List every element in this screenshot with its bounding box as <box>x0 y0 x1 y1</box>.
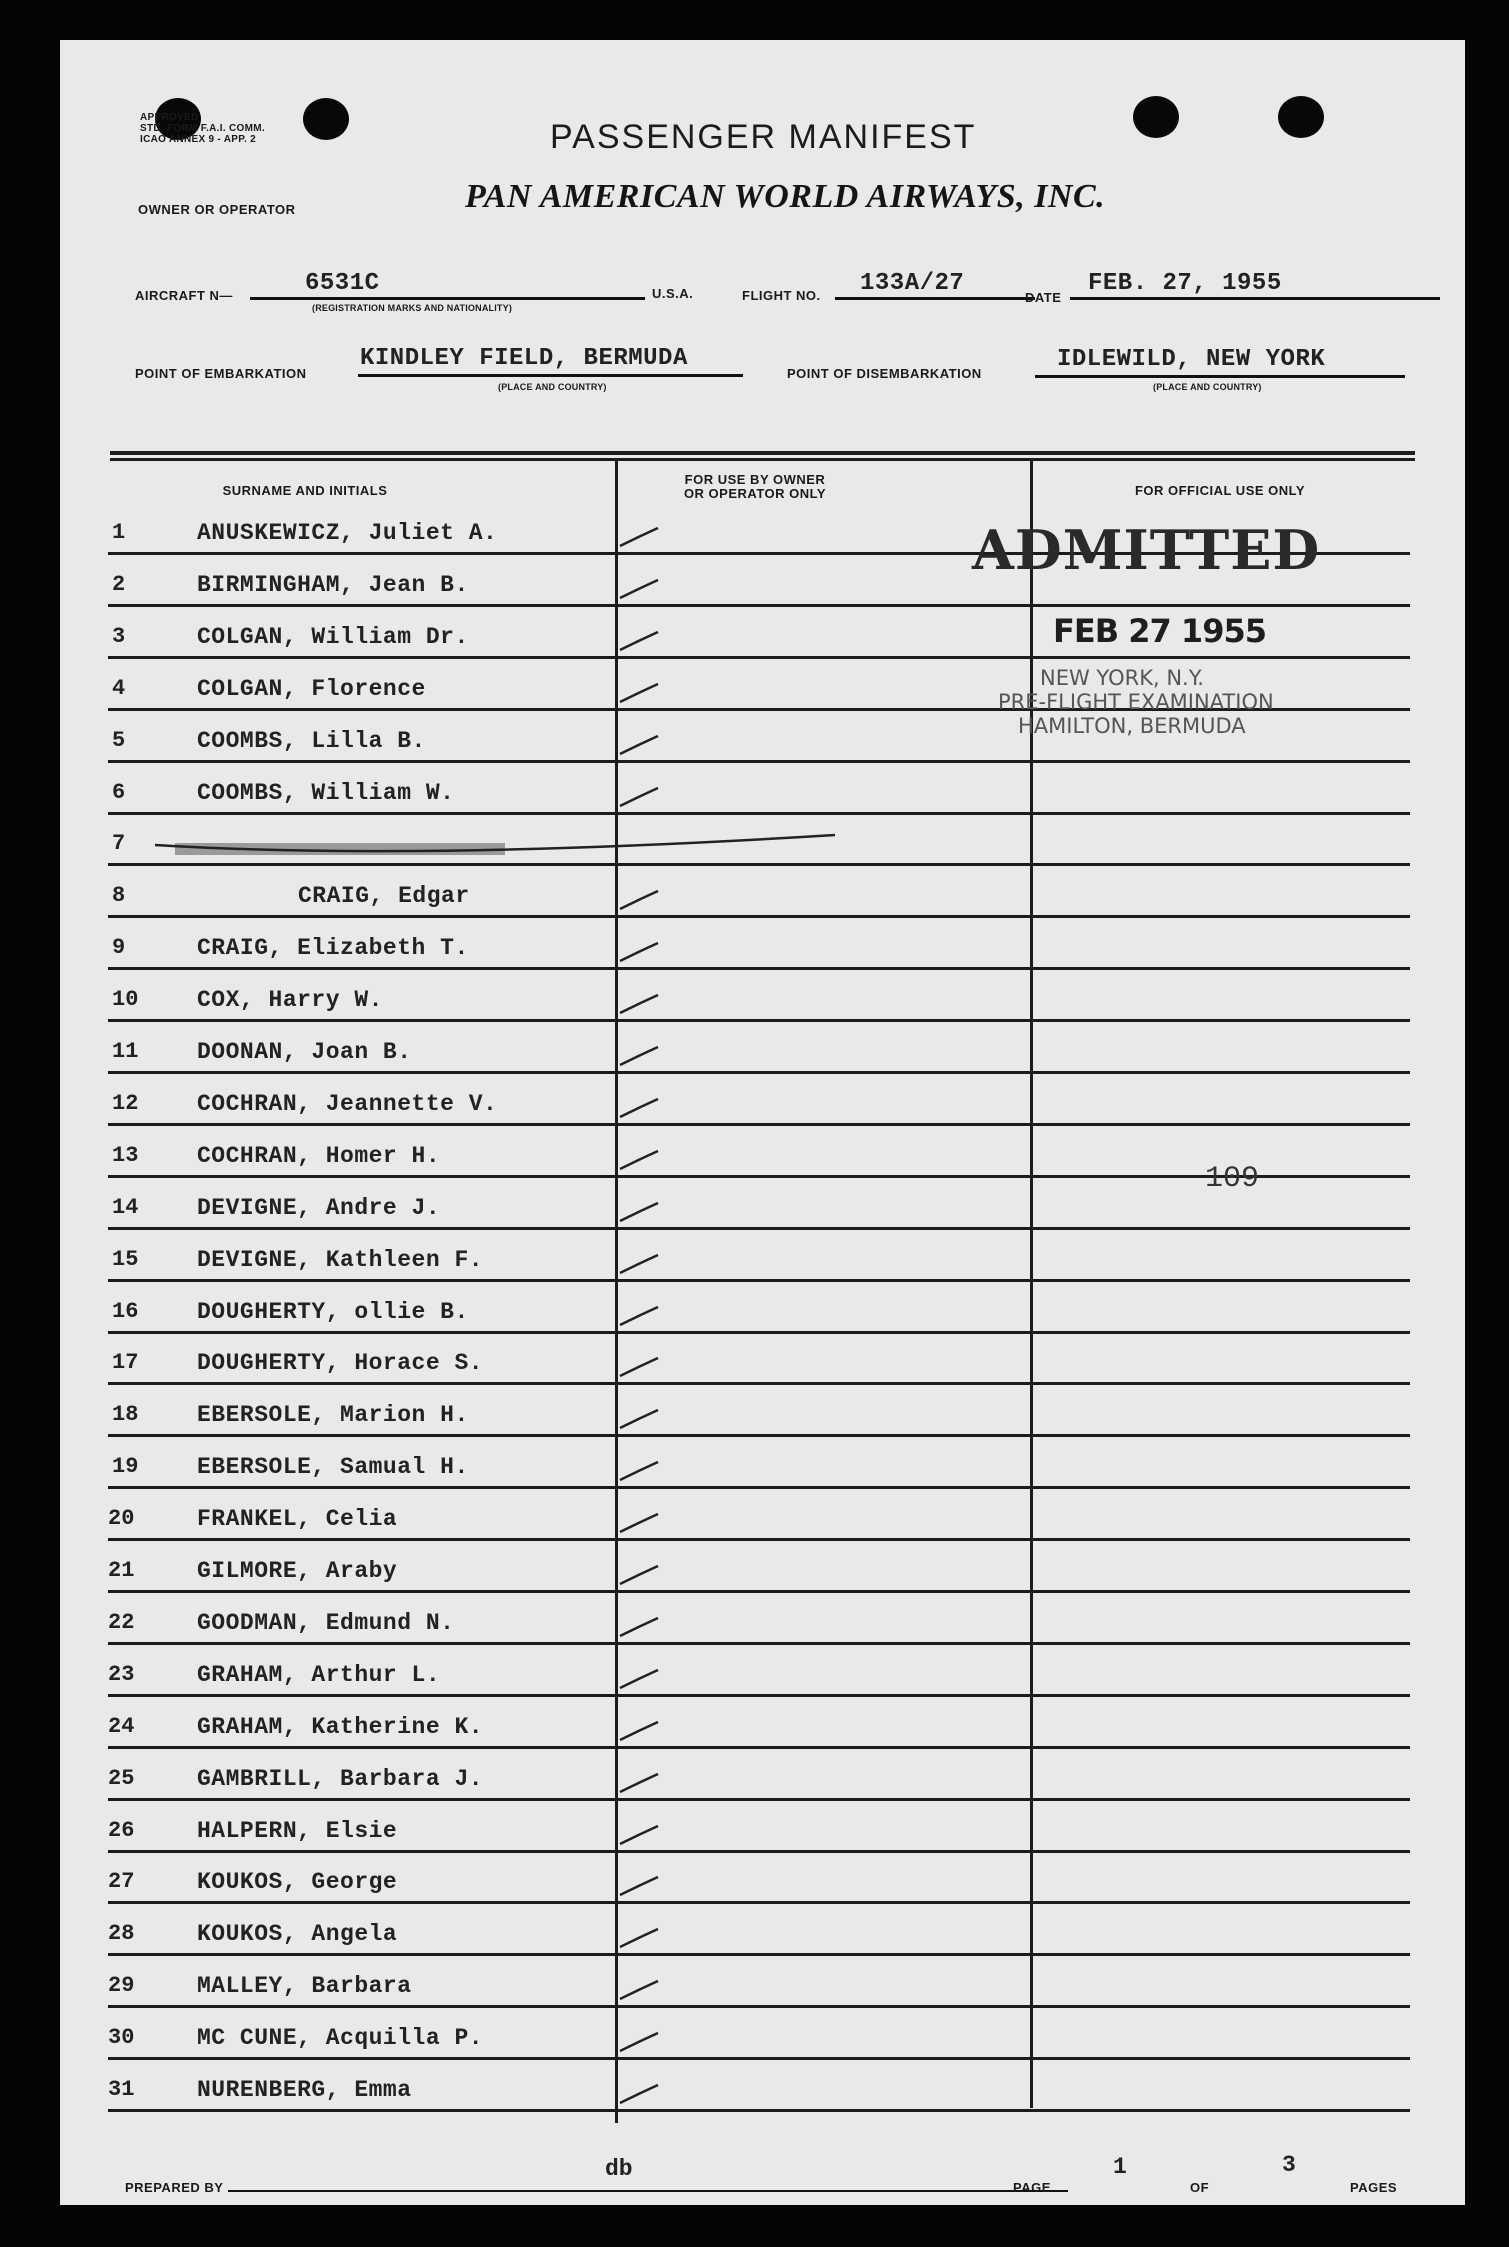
disembarkation-sublabel: (PLACE AND COUNTRY) <box>1153 382 1262 392</box>
passenger-name: GRAHAM, Arthur L. <box>197 1662 441 1688</box>
passenger-name: GILMORE, Araby <box>197 1558 398 1584</box>
row-rule <box>108 1279 1410 1282</box>
row-number: 18 <box>112 1402 139 1427</box>
passenger-name: EBERSOLE, Marion H. <box>197 1402 469 1428</box>
row-number: 9 <box>112 935 126 960</box>
check-mark-icon <box>618 1253 660 1275</box>
row-number: 5 <box>112 728 126 753</box>
aircraft-label: AIRCRAFT N— <box>135 288 233 303</box>
check-mark-icon <box>618 889 660 911</box>
row-number: 26 <box>108 1818 135 1843</box>
stamp-examination-line: PRE-FLIGHT EXAMINATION <box>998 690 1274 714</box>
passenger-name: COCHRAN, Homer H. <box>197 1143 441 1169</box>
page-label: PAGE <box>1013 2180 1051 2195</box>
check-mark-icon <box>618 1616 660 1638</box>
passenger-name: MC CUNE, Acquilla P. <box>197 2025 484 2051</box>
check-mark-icon <box>618 1564 660 1586</box>
owner-label: OWNER OR OPERATOR <box>138 202 296 217</box>
check-mark-icon <box>618 734 660 756</box>
aircraft-underline <box>250 297 645 300</box>
row-number: 16 <box>112 1299 139 1324</box>
passenger-name: HALPERN, Elsie <box>197 1818 398 1844</box>
row-rule <box>108 1538 1410 1541</box>
aircraft-value: 6531C <box>305 270 380 297</box>
row-rule <box>108 2005 1410 2008</box>
row-rule <box>108 2057 1410 2060</box>
passenger-name: ANUSKEWICZ, Juliet A. <box>197 520 498 546</box>
row-rule <box>108 1850 1410 1853</box>
check-mark-icon <box>618 1149 660 1171</box>
row-rule <box>108 656 1410 659</box>
date-value: FEB. 27, 1955 <box>1088 270 1282 297</box>
punch-hole <box>1278 96 1324 138</box>
row-number: 28 <box>108 1921 135 1946</box>
passenger-name: DEVIGNE, Kathleen F. <box>197 1247 484 1273</box>
row-rule <box>108 1642 1410 1645</box>
row-rule <box>108 1331 1410 1334</box>
aircraft-sublabel: (REGISTRATION MARKS AND NATIONALITY) <box>312 303 513 313</box>
row-rule <box>108 1486 1410 1489</box>
row-number: 30 <box>108 2025 135 2050</box>
embarkation-value: KINDLEY FIELD, BERMUDA <box>360 345 688 372</box>
admitted-stamp: ADMITTED <box>972 518 1321 582</box>
embarkation-label: POINT OF EMBARKATION <box>135 366 307 381</box>
passenger-name: DEVIGNE, Andre J. <box>197 1195 441 1221</box>
table-top-rule <box>110 451 1415 455</box>
flight-underline <box>835 297 1035 300</box>
punch-hole <box>1133 96 1179 138</box>
row-number: 24 <box>108 1714 135 1739</box>
prepared-by-label: PREPARED BY <box>125 2180 224 2195</box>
usa-label: U.S.A. <box>652 286 694 301</box>
row-number: 29 <box>108 1973 135 1998</box>
row-number: 13 <box>112 1143 139 1168</box>
row-rule <box>108 1746 1410 1749</box>
row-rule <box>108 1071 1410 1074</box>
passenger-name: CRAIG, Edgar <box>298 883 470 909</box>
passenger-name: COLGAN, Florence <box>197 676 426 702</box>
passenger-name: DOUGHERTY, ollie B. <box>197 1299 469 1325</box>
page-value: 1 <box>1113 2154 1127 2180</box>
passenger-name: MALLEY, Barbara <box>197 1973 412 1999</box>
page-number-mark: 109 <box>1205 1162 1260 1196</box>
passenger-name: COCHRAN, Jeannette V. <box>197 1091 498 1117</box>
row-number: 6 <box>112 780 126 805</box>
row-rule <box>108 812 1410 815</box>
date-underline <box>1070 297 1440 300</box>
check-mark-icon <box>618 1408 660 1430</box>
check-mark-icon <box>618 1875 660 1897</box>
row-rule <box>108 1901 1410 1904</box>
row-number: 4 <box>112 676 126 701</box>
row-rule <box>108 604 1410 607</box>
row-number: 19 <box>112 1454 139 1479</box>
passenger-name: NURENBERG, Emma <box>197 2077 412 2103</box>
check-mark-icon <box>618 682 660 704</box>
row-number: 27 <box>108 1869 135 1894</box>
stamp-station-line: HAMILTON, BERMUDA <box>1018 714 1246 738</box>
check-mark-icon <box>618 578 660 600</box>
stamp-location-line: NEW YORK, N.Y. <box>1040 666 1204 690</box>
manifest-sheet <box>60 40 1465 2205</box>
check-mark-icon <box>618 630 660 652</box>
pages-label: PAGES <box>1350 2180 1398 2195</box>
disembarkation-underline <box>1035 375 1405 378</box>
total-pages-value: 3 <box>1282 2152 1296 2178</box>
punch-hole <box>303 98 349 140</box>
row-rule <box>108 1019 1410 1022</box>
check-mark-icon <box>618 1512 660 1534</box>
row-rule <box>108 863 1410 866</box>
prepared-by-value: db <box>605 2156 633 2182</box>
check-mark-icon <box>618 526 660 548</box>
check-mark-icon <box>618 1668 660 1690</box>
row-rule <box>108 2109 1410 2112</box>
passenger-name: CRAIG, Elizabeth T. <box>197 935 469 961</box>
row-rule <box>108 1953 1410 1956</box>
struck-out-entry <box>135 829 855 865</box>
operator-name: PAN AMERICAN WORLD AIRWAYS, INC. <box>465 178 1106 215</box>
row-number: 12 <box>112 1091 139 1116</box>
row-number: 3 <box>112 624 126 649</box>
check-mark-icon <box>618 1097 660 1119</box>
flight-label: FLIGHT NO. <box>742 288 821 303</box>
passenger-name: COOMBS, William W. <box>197 780 455 806</box>
row-rule <box>108 1382 1410 1385</box>
embarkation-sublabel: (PLACE AND COUNTRY) <box>498 382 607 392</box>
row-rule <box>108 1123 1410 1126</box>
check-mark-icon <box>618 993 660 1015</box>
check-mark-icon <box>618 1720 660 1742</box>
passenger-name: COOMBS, Lilla B. <box>197 728 426 754</box>
of-label: OF <box>1190 2180 1210 2195</box>
check-mark-icon <box>618 2083 660 2105</box>
date-label: DATE <box>1025 290 1062 305</box>
passenger-name: DOUGHERTY, Horace S. <box>197 1350 484 1376</box>
passenger-name: GOODMAN, Edmund N. <box>197 1610 455 1636</box>
row-rule <box>108 760 1410 763</box>
row-number: 25 <box>108 1766 135 1791</box>
row-number: 1 <box>112 520 126 545</box>
col-header-official-use: FOR OFFICIAL USE ONLY <box>1134 483 1306 498</box>
row-number: 22 <box>108 1610 135 1635</box>
passenger-name: BIRMINGHAM, Jean B. <box>197 572 469 598</box>
form-title: PASSENGER MANIFEST <box>550 118 977 156</box>
passenger-name: COLGAN, William Dr. <box>197 624 469 650</box>
passenger-name: EBERSOLE, Samual H. <box>197 1454 469 1480</box>
row-rule <box>108 1434 1410 1437</box>
check-mark-icon <box>618 2031 660 2053</box>
check-mark-icon <box>618 941 660 963</box>
table-top-rule-2 <box>110 458 1415 461</box>
stamp-date: FEB 27 1955 <box>1053 612 1266 650</box>
col-header-surname: SURNAME AND INITIALS <box>222 483 388 498</box>
passenger-name: KOUKOS, George <box>197 1869 398 1895</box>
row-number: 15 <box>112 1247 139 1272</box>
row-rule <box>108 915 1410 918</box>
passenger-name: FRANKEL, Celia <box>197 1506 398 1532</box>
passenger-name: GRAHAM, Katherine K. <box>197 1714 484 1740</box>
check-mark-icon <box>618 1356 660 1378</box>
embarkation-underline <box>358 374 743 377</box>
flight-value: 133A/27 <box>860 270 965 297</box>
passenger-name: KOUKOS, Angela <box>197 1921 398 1947</box>
row-rule <box>108 967 1410 970</box>
row-rule <box>108 1694 1410 1697</box>
row-number: 23 <box>108 1662 135 1687</box>
check-mark-icon <box>618 1460 660 1482</box>
row-number: 17 <box>112 1350 139 1375</box>
row-number: 11 <box>112 1039 139 1064</box>
check-mark-icon <box>618 1772 660 1794</box>
check-mark-icon <box>618 786 660 808</box>
check-mark-icon <box>618 1201 660 1223</box>
check-mark-icon <box>618 1045 660 1067</box>
passenger-name: DOONAN, Joan B. <box>197 1039 412 1065</box>
row-number: 2 <box>112 572 126 597</box>
check-mark-icon <box>618 1824 660 1846</box>
row-number: 21 <box>108 1558 135 1583</box>
passenger-name: GAMBRILL, Barbara J. <box>197 1766 484 1792</box>
col-header-owner-use: FOR USE BY OWNER OR OPERATOR ONLY <box>683 472 827 501</box>
form-approval: APPROVED STD. FORM F.A.I. COMM. ICAO ANNEX 9 - APP. 2 <box>140 112 265 145</box>
row-number: 31 <box>108 2077 135 2102</box>
disembarkation-label: POINT OF DISEMBARKATION <box>787 366 982 381</box>
disembarkation-value: IDLEWILD, NEW YORK <box>1057 346 1326 373</box>
row-rule <box>108 1798 1410 1801</box>
row-number: 20 <box>108 1506 135 1531</box>
row-number: 8 <box>112 883 126 908</box>
row-number: 14 <box>112 1195 139 1220</box>
row-number: 7 <box>112 831 126 856</box>
passenger-name: COX, Harry W. <box>197 987 383 1013</box>
row-rule <box>108 1590 1410 1593</box>
check-mark-icon <box>618 1979 660 2001</box>
prepared-underline <box>228 2190 1068 2192</box>
row-number: 10 <box>112 987 139 1012</box>
row-rule <box>108 1227 1410 1230</box>
check-mark-icon <box>618 1927 660 1949</box>
check-mark-icon <box>618 1305 660 1327</box>
